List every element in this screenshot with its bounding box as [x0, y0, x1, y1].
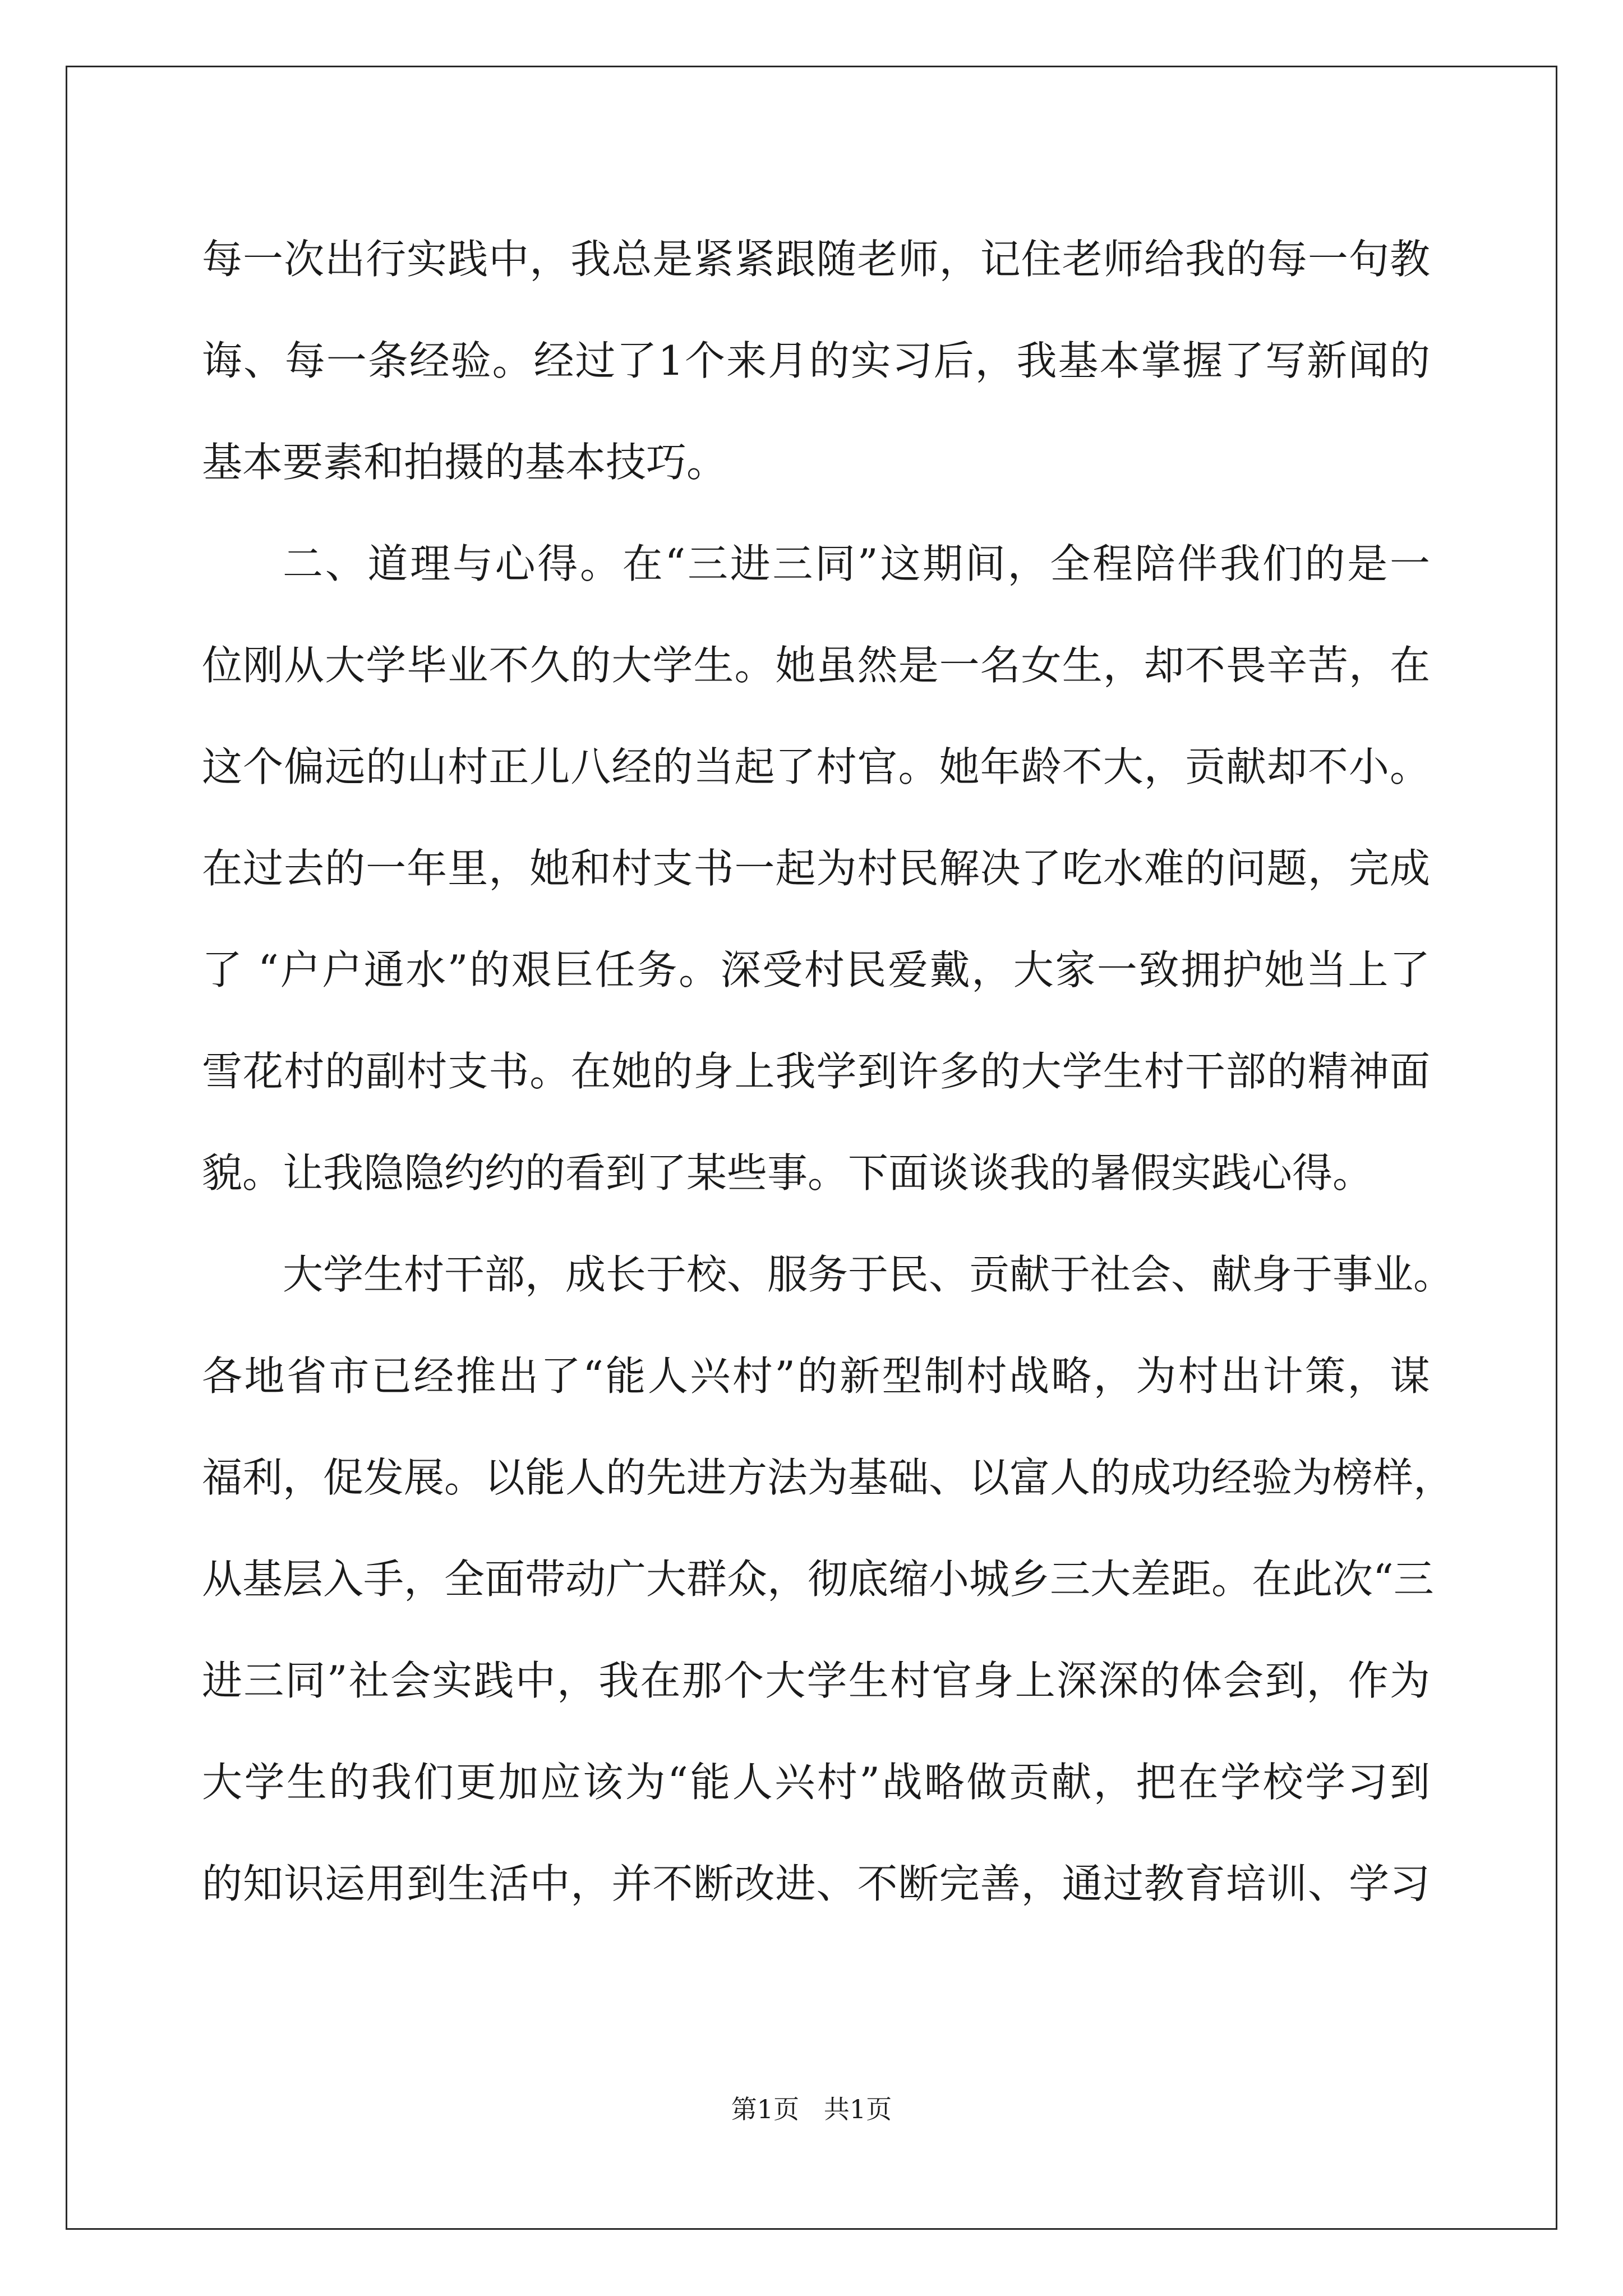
text-line: 这个偏远的山村正儿八经的当起了村官。她年龄不大，贡献却不小。 — [202, 743, 1430, 790]
text-line: 在过去的一年里，她和村支书一起为村民解决了吃水难的问题，完成 — [202, 845, 1430, 892]
text-line: 貌。让我隐隐约约的看到了某些事。下面谈谈我的暑假实践心得。 — [202, 1149, 1373, 1197]
text-line: 的知识运用到生活中，并不断改进、不断完善，通过教育培训、学习 — [202, 1860, 1430, 1907]
text-line: 福利，促发展。以能人的先进方法为基础、以富人的成功经验为榜样， — [202, 1454, 1454, 1501]
page-number-footer: 第1页 共1页 — [731, 2094, 892, 2124]
text-line: 大学生的我们更加应该为“能人兴村”战略做贡献，把在学校学习到 — [202, 1759, 1430, 1806]
text-line: 从基层入手，全面带动广大群众，彻底缩小城乡三大差距。在此次“三 — [202, 1556, 1434, 1603]
text-line: 位刚从大学毕业不久的大学生。她虽然是一名女生，却不畏辛苦，在 — [202, 642, 1430, 689]
text-line: 了 “户户通水”的艰巨任务。深受村民爱戴，大家一致拥护她当上了 — [202, 946, 1430, 993]
paragraph-start-line: 大学生村干部，成长于校、服务于民、贡献于社会、献身于事业。 — [283, 1251, 1454, 1298]
text-line: 进三同”社会实践中，我在那个大学生村官身上深深的体会到，作为 — [202, 1657, 1430, 1704]
paragraph-start-line: 二、道理与心得。在“三进三同”这期间，全程陪伴我们的是一 — [283, 540, 1430, 587]
text-line: 每一次出行实践中，我总是紧紧跟随老师，记住老师给我的每一句教 — [202, 236, 1430, 283]
document-body — [202, 209, 1454, 1935]
text-line: 诲、每一条经验。经过了1个来月的实习后，我基本掌握了写新闻的 — [202, 337, 1430, 384]
text-line: 雪花村的副村支书。在她的身上我学到许多的大学生村干部的精神面 — [202, 1048, 1430, 1095]
text-line: 基本要素和拍摄的基本技巧。 — [202, 439, 727, 486]
text-line: 各地省市已经推出了“能人兴村”的新型制村战略，为村出计策，谋 — [202, 1352, 1430, 1400]
